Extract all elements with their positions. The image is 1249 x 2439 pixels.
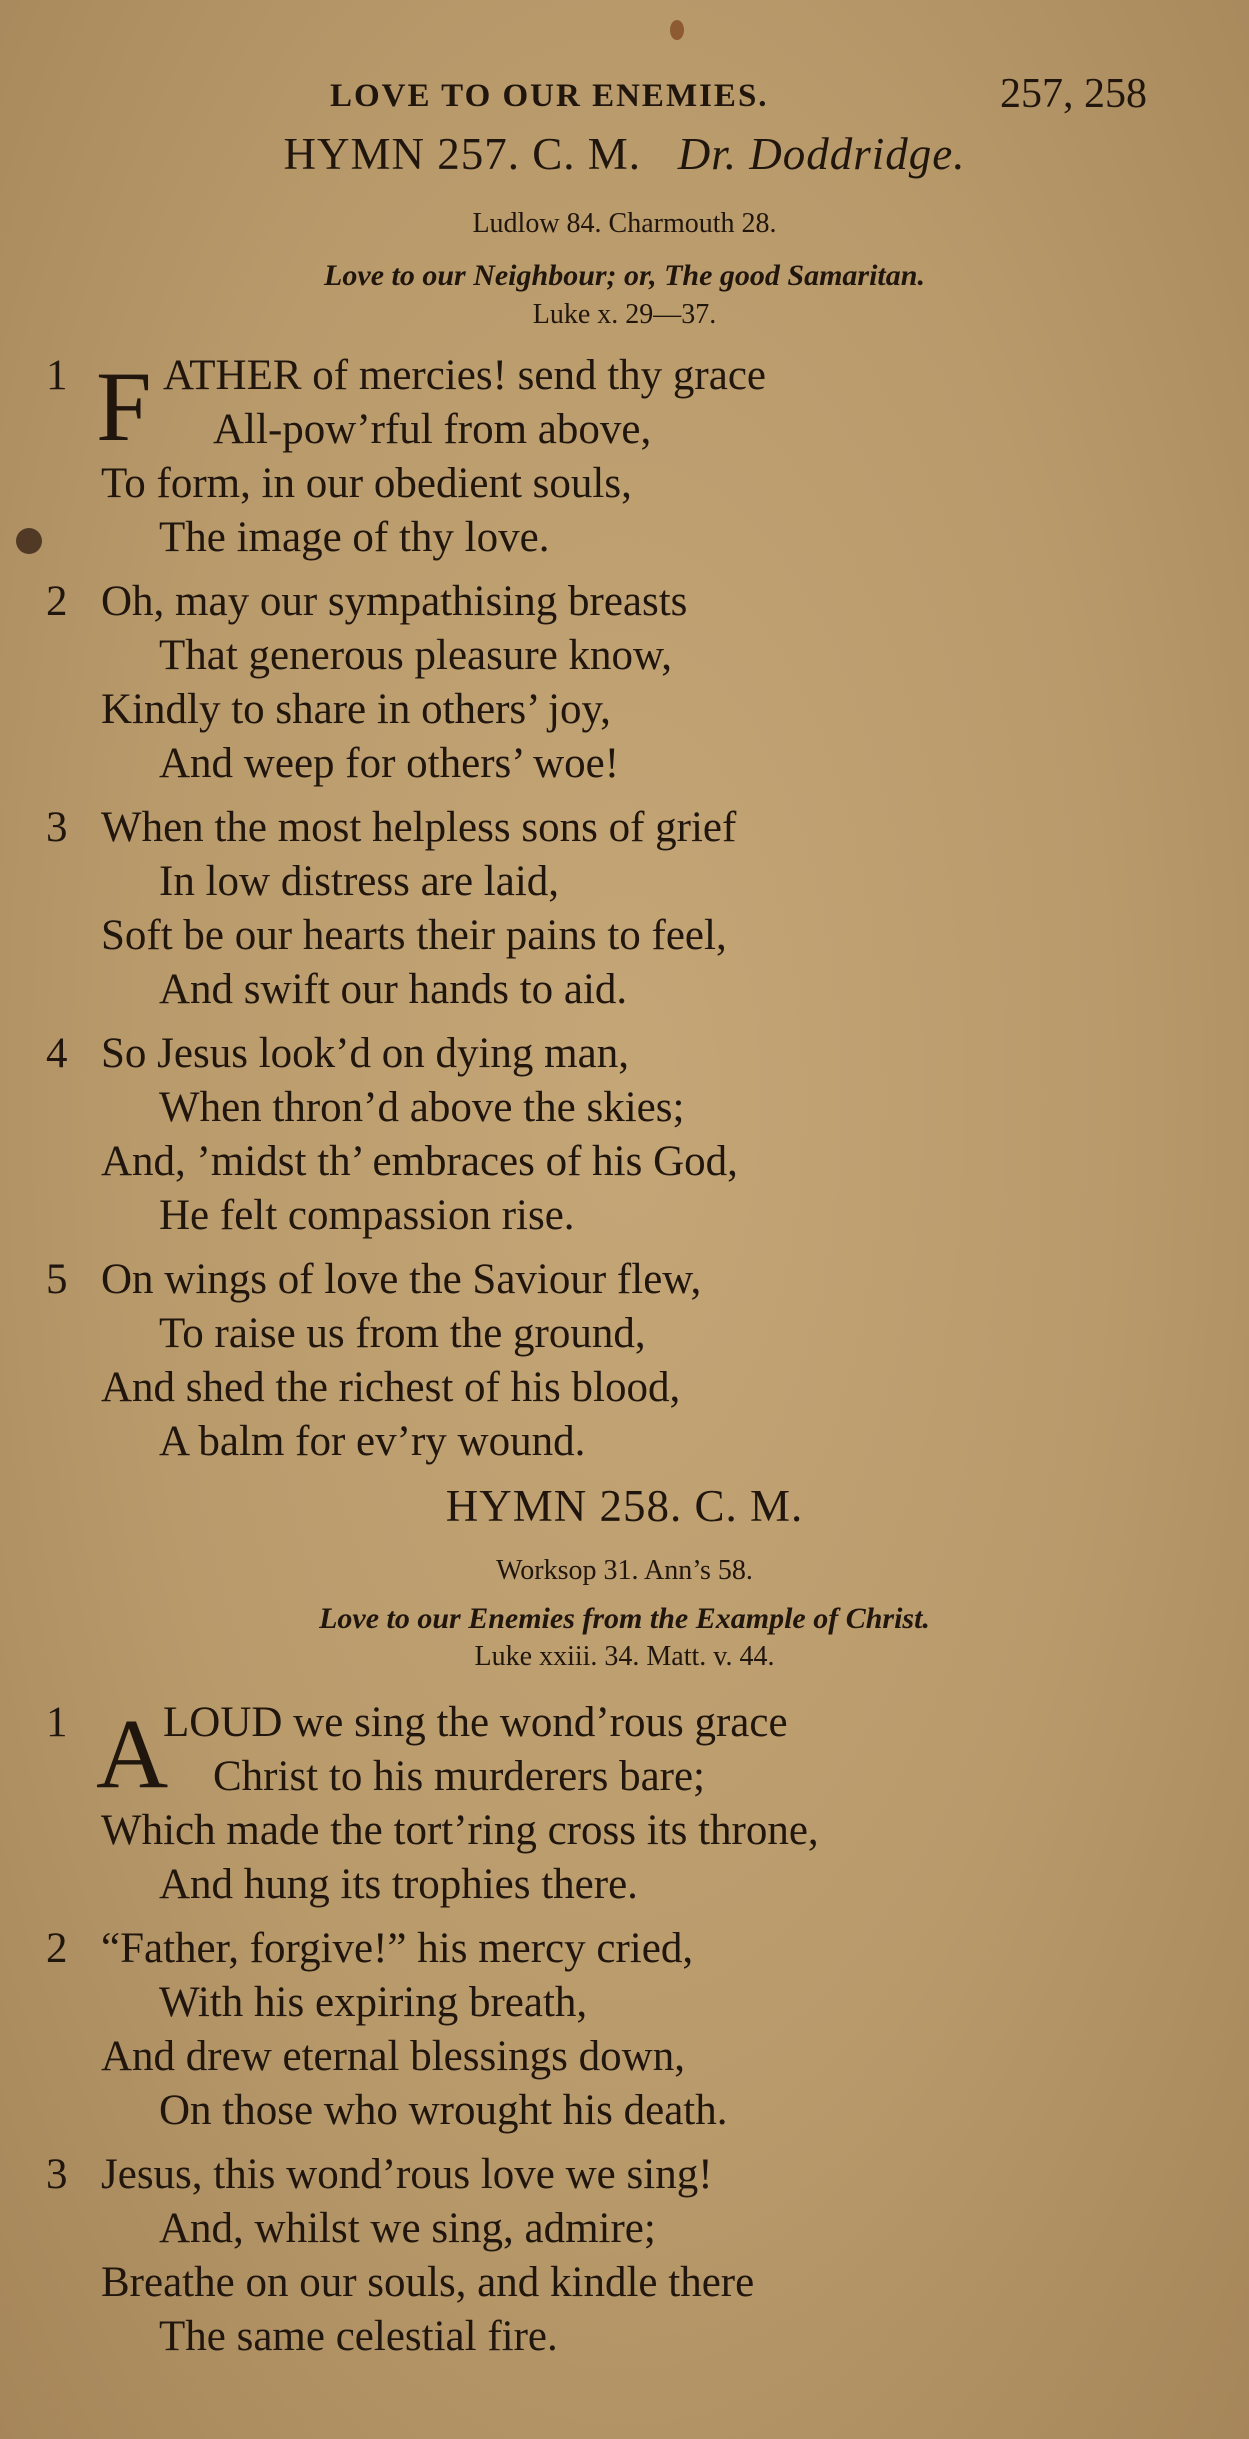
verse-line (0, 2256, 1249, 2310)
line-text: In low distress are laid, (159, 858, 560, 905)
verse-line (0, 403, 1249, 457)
line-text: And drew eternal blessings down, (101, 2033, 685, 2080)
verse-number: 2 (46, 578, 68, 625)
verse-line (0, 1081, 1249, 1135)
hymn-verses (0, 349, 1249, 1479)
line-text: LOUD we sing the wond’rous grace (163, 1699, 788, 1746)
hymn-number: HYMN 258. C. M. (445, 1481, 804, 1531)
line-text: And, ’midst th’ embraces of his God, (101, 1138, 738, 1185)
verse-line (0, 575, 1249, 629)
verse-line (0, 1858, 1249, 1912)
running-head: LOVE TO OUR ENEMIES. (330, 78, 769, 114)
verse-number: 1 (46, 352, 68, 399)
verse-line (0, 801, 1249, 855)
verse-line (0, 855, 1249, 909)
line-text: “Father, forgive!” his mercy cried, (101, 1925, 694, 1972)
stanza (0, 1696, 1249, 1912)
verse-line (0, 1976, 1249, 2030)
verse-number: 1 (46, 1699, 68, 1746)
line-text: Christ to his murderers bare; (213, 1753, 706, 1800)
line-text: Breathe on our souls, and kindle there (101, 2259, 755, 2306)
line-text: A balm for ev’ry wound. (159, 1418, 586, 1465)
line-text: The same celestial fire. (159, 2313, 558, 2360)
line-text: Oh, may our sympathising breasts (101, 578, 688, 625)
verse-number: 3 (46, 2151, 68, 2198)
verse-line (0, 1135, 1249, 1189)
line-text: Jesus, this wond’rous love we sing! (101, 2151, 713, 2198)
verse-line (0, 963, 1249, 1017)
hymn-subject: Love to our Neighbour; or, The good Samaritan. (324, 259, 925, 292)
line-text: And, whilst we sing, admire; (159, 2205, 656, 2252)
verse-line (0, 1307, 1249, 1361)
verse-line (0, 457, 1249, 511)
line-text: To form, in our obedient souls, (101, 460, 632, 507)
verse-line (0, 2148, 1249, 2202)
line-text: ATHER of mercies! send thy grace (163, 352, 766, 399)
verse-line (0, 629, 1249, 683)
line-text: On wings of love the Saviour flew, (101, 1256, 702, 1303)
verse-line (0, 737, 1249, 791)
hymn-verses (0, 1696, 1249, 2374)
hymn-reference: Luke xxiii. 34. Matt. v. 44. (474, 1641, 775, 1672)
stanza (0, 2148, 1249, 2364)
stanza (0, 801, 1249, 1017)
line-text: That generous pleasure know, (159, 632, 673, 679)
line-text: When thron’d above the skies; (159, 1084, 685, 1131)
verse-line (0, 1189, 1249, 1243)
hymn-tunes: Ludlow 84. Charmouth 28. (472, 208, 777, 239)
verse-line (0, 1804, 1249, 1858)
page-numbers: 257, 258 (1000, 71, 1147, 117)
line-text: Soft be our hearts their pains to feel, (101, 912, 727, 959)
line-text: And hung its trophies there. (159, 1861, 638, 1908)
hymn-author: Dr. Doddridge. (677, 129, 966, 179)
verse-line (0, 511, 1249, 565)
line-text: Which made the tort’ring cross its throne, (101, 1807, 819, 1854)
line-text: On those who wrought his death. (159, 2087, 728, 2134)
line-text: So Jesus look’d on dying man, (101, 1030, 629, 1077)
verse-line (0, 1415, 1249, 1469)
verse-number: 3 (46, 804, 68, 851)
line-text: When the most helpless sons of grief (101, 804, 737, 851)
stanza (0, 1922, 1249, 2138)
line-text: And weep for others’ woe! (159, 740, 620, 787)
verse-number: 2 (46, 1925, 68, 1972)
ink-spot (670, 20, 684, 40)
verse-line (0, 1361, 1249, 1415)
hymn-number: HYMN 257. C. M. (283, 129, 642, 179)
stanza (0, 1253, 1249, 1469)
verse-line (0, 2202, 1249, 2256)
verse-number: 5 (46, 1256, 68, 1303)
verse-line (0, 683, 1249, 737)
line-text: He felt compassion rise. (159, 1192, 575, 1239)
verse-line (0, 2030, 1249, 2084)
hymn-subject: Love to our Enemies from the Example of Christ. (319, 1602, 930, 1635)
stanza (0, 349, 1249, 565)
line-text: To raise us from the ground, (159, 1310, 646, 1357)
verse-line (0, 1027, 1249, 1081)
hymn-tunes: Worksop 31. Ann’s 58. (496, 1555, 753, 1586)
line-text: And shed the richest of his blood, (101, 1364, 681, 1411)
line-text: And swift our hands to aid. (159, 966, 628, 1013)
drop-cap: A (96, 1698, 169, 1809)
stanza (0, 1027, 1249, 1243)
verse-number: 4 (46, 1030, 68, 1077)
verse-line (0, 909, 1249, 963)
hymn-title (0, 128, 1249, 180)
line-text: All-pow’rful from above, (213, 406, 652, 453)
hymn-title (0, 1480, 1249, 1532)
drop-cap: F (96, 351, 152, 462)
hymn-reference: Luke x. 29—37. (532, 299, 717, 330)
verse-line (0, 1922, 1249, 1976)
stanza (0, 575, 1249, 791)
line-text: Kindly to share in others’ joy, (101, 686, 611, 733)
verse-line (0, 1750, 1249, 1804)
line-text: With his expiring breath, (159, 1979, 588, 2026)
verse-line (0, 2084, 1249, 2138)
verse-line (0, 1253, 1249, 1307)
line-text: The image of thy love. (159, 514, 550, 561)
verse-line (0, 2310, 1249, 2364)
